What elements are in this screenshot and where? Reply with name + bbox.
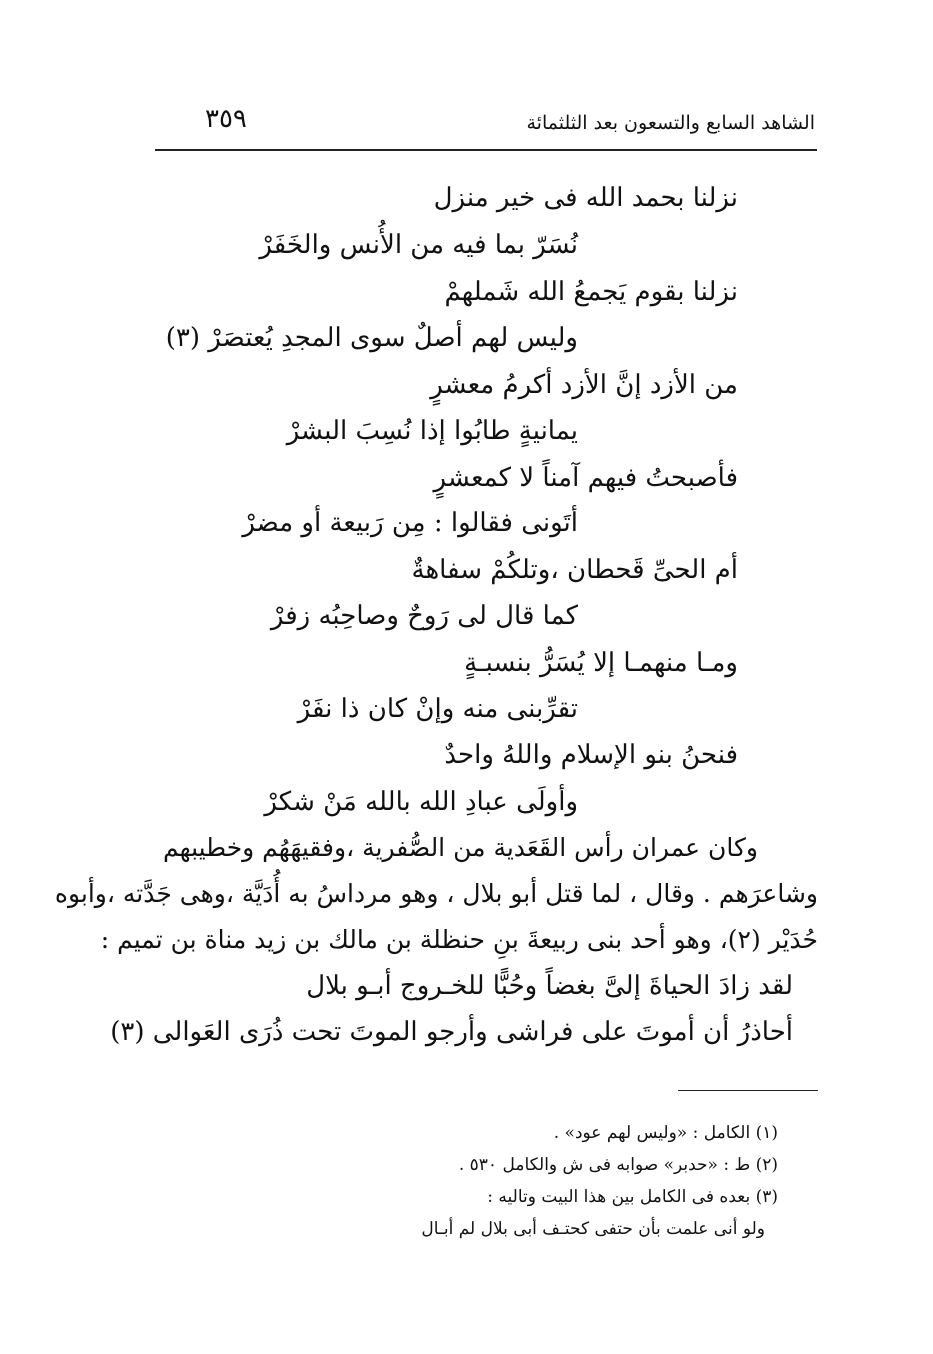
verse-line: نُسَرّ بما فيه من الأُنس والخَفَرْ — [259, 230, 578, 260]
verse-line: من الأزد إنَّ الأزد أكرمُ معشرٍ — [430, 370, 738, 400]
prose-line: وشاعرَهم . وقال ، لما قتل أبو بلال ، وهو مرداسُ به أُدَيَّة ،وهى جَدَّته ،وأبوه — [54, 879, 818, 908]
verse-line: نزلنا بحمد الله فى خير منزل — [433, 183, 738, 213]
verse-line: أم الحىِّ قَحطان ،وتلكُمْ سفاهةٌ — [411, 555, 738, 585]
prose-line: وكان عمران رأس القَعَدية من الصُّفرية ،وفقيهَهُم وخطيبهم — [162, 833, 758, 862]
verse-line: وأولَى عبادِ الله بالله مَنْ شكرْ — [264, 787, 578, 817]
footnote-verse: ولو أنى علمت بأن حتفى كحتـف أبى بلال لم أبـال — [421, 1219, 765, 1239]
page-number: ٣٥٩ — [205, 104, 247, 134]
verse-line: يمانيةٍ طابُوا إذا نُسِبَ البشرْ — [286, 416, 578, 446]
verse-line: نزلنا بقوم يَجمعُ الله شَملهمْ — [444, 277, 738, 307]
verse-line: تقرِّبنى منه وإنْ كان ذا نفَرْ — [297, 694, 578, 724]
header-rule — [155, 149, 817, 151]
footnote: (٣) بعده فى الكامل بين هذا البيت وتاليه : — [487, 1187, 778, 1207]
verse-line: أتَونى فقالوا : مِن رَبيعة أو مضرْ — [242, 508, 578, 538]
verse-line: أحاذرُ أن أموتَ على فراشى وأرجو الموتَ تحت ذُرَى العَوالى (٣) — [110, 1017, 793, 1047]
page-header — [155, 92, 815, 150]
verse-line: فنحنُ بنو الإسلام واللهُ واحدٌ — [444, 740, 738, 770]
prose-line: حُدَيْر (٢)، وهو أحد بنى ربيعةَ بنِ حنظلة بن مالك بن زيد مناة بن تميم : — [100, 925, 818, 954]
verse-line: ومـا منهمـا إلا يُسَرُّ بنسبـةٍ — [464, 648, 738, 678]
verse-line: لقد زادَ الحياةَ إلىَّ بغضاً وحُبًّا للخـروج أبـو بلال — [306, 971, 793, 1001]
running-title: الشاهد السابع والتسعون بعد الثلثمائة — [526, 112, 815, 134]
verse-line: كما قال لى رَوحٌ وصاحِبُه زفرْ — [270, 601, 578, 631]
footnote: (٢) ط : «حدبر» صوابه فى ش والكامل ٥٣٠ . — [458, 1155, 778, 1175]
footnote: (١) الكامل : «وليس لهم عود» . — [553, 1123, 778, 1143]
verse-line: فأصبحتُ فيهم آمناً لا كمعشرٍ — [433, 463, 738, 493]
verse-line: وليس لهم أصلٌ سوى المجدِ يُعتصَرْ (٣) — [165, 323, 578, 353]
footnote-rule — [678, 1090, 818, 1091]
